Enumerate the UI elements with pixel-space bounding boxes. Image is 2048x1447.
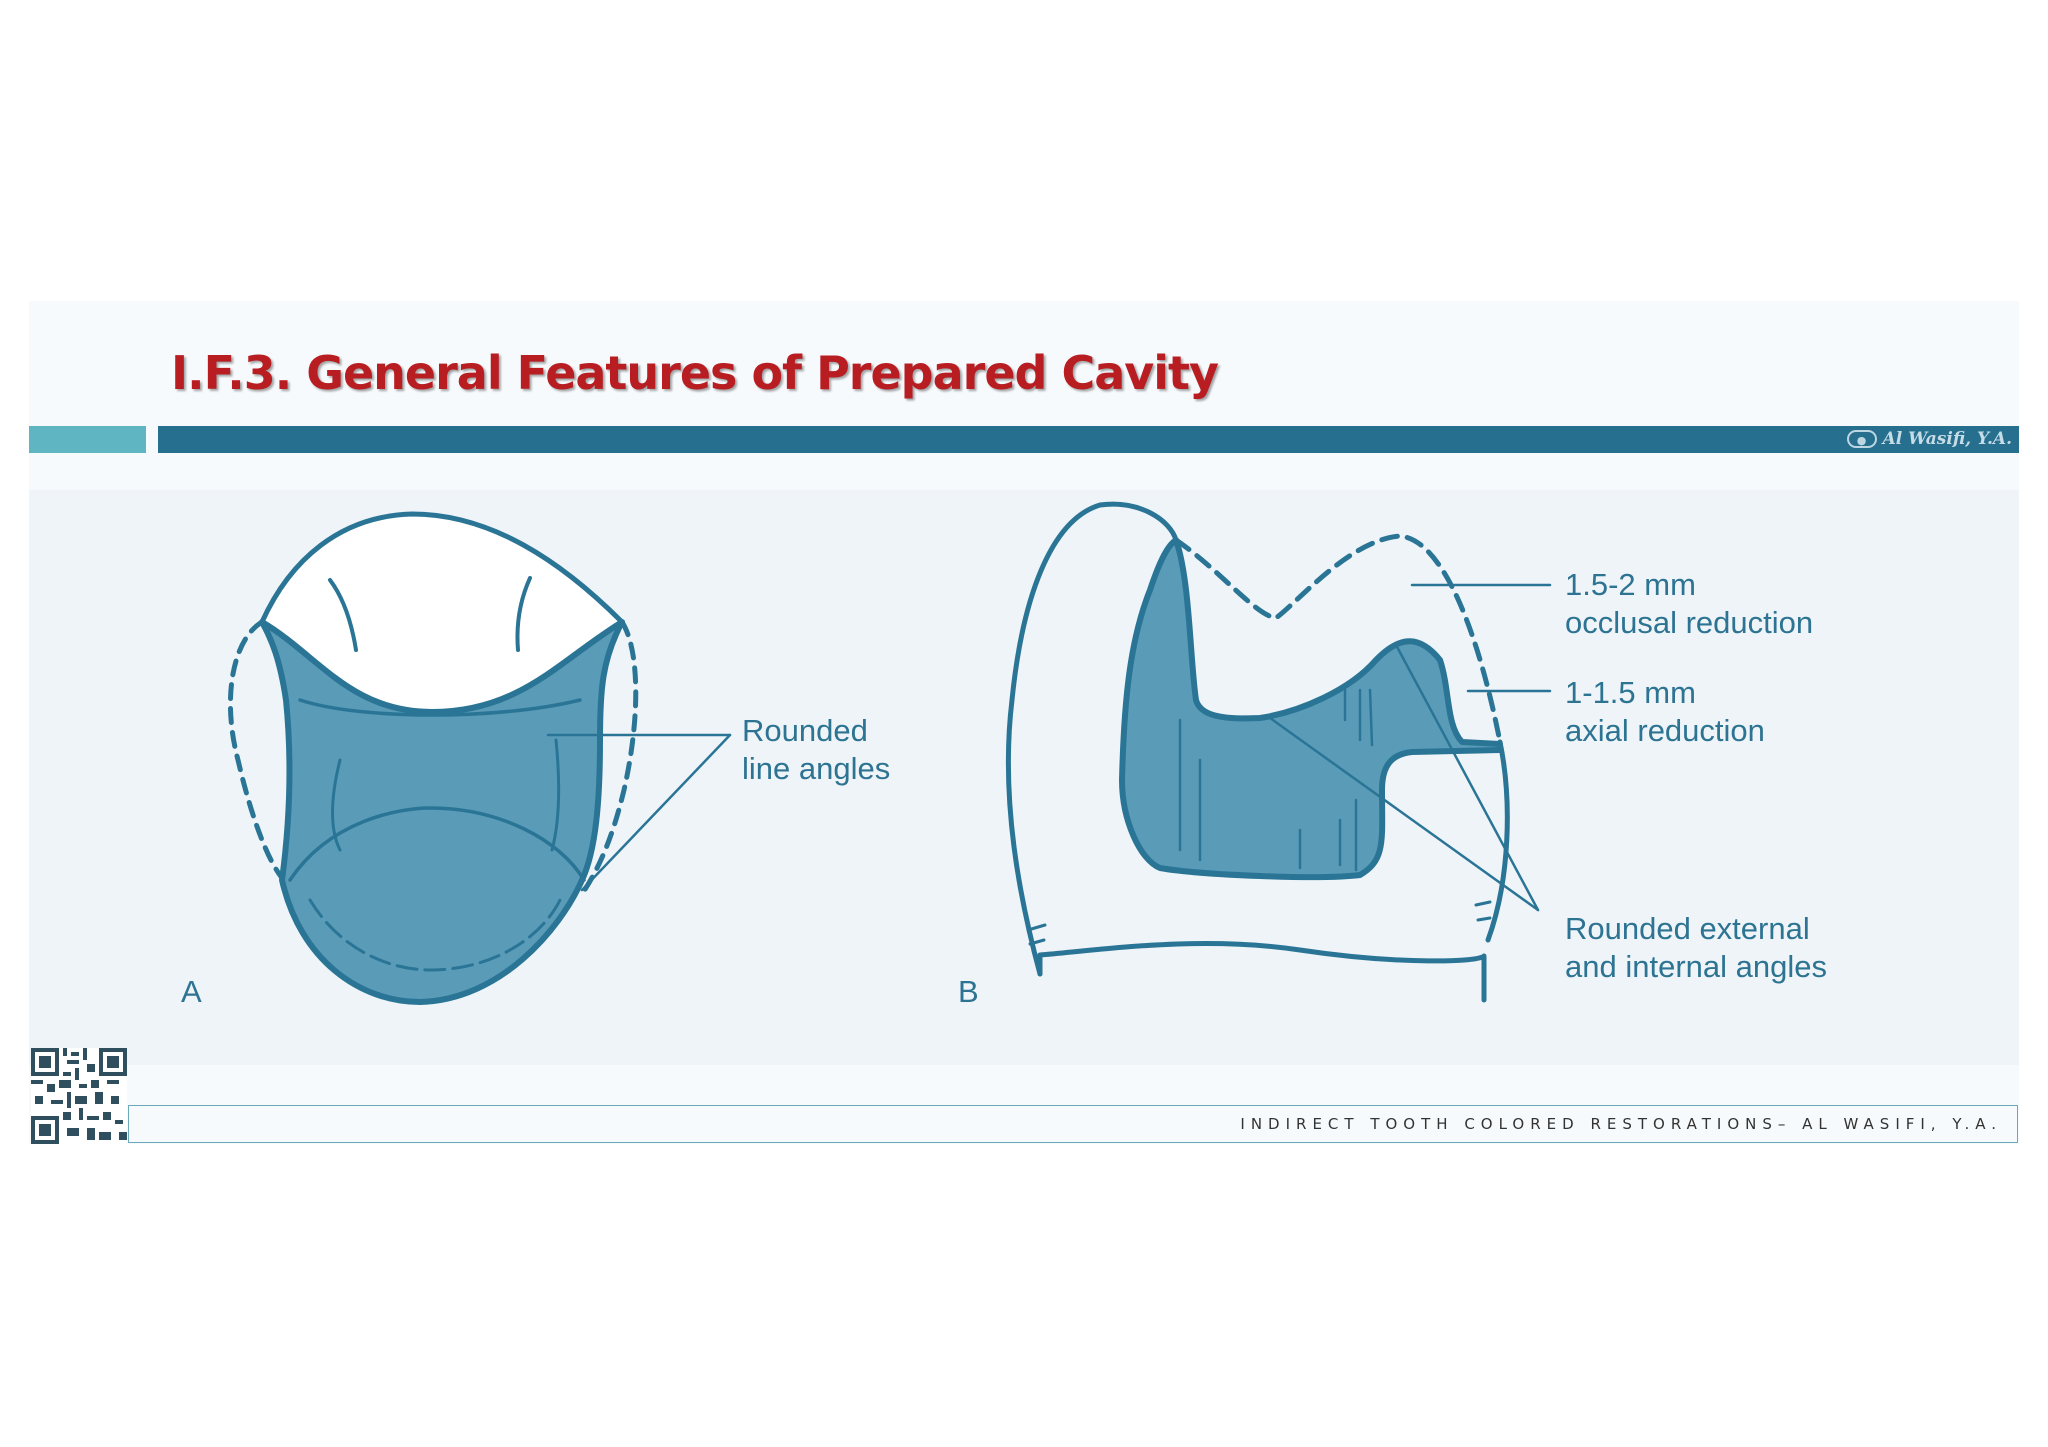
figure-b-axial-line2: axial reduction	[1565, 713, 1765, 748]
figure-a-label-line1: Rounded	[742, 713, 868, 748]
slide-title: I.F.3. General Features of Prepared Cavity	[171, 346, 1218, 400]
figure-b-drawing	[1008, 504, 1550, 1000]
figure-b-occlusal-label	[1565, 566, 1813, 642]
figure-a-label-line2: line angles	[742, 751, 891, 786]
figure-a-letter: A	[181, 974, 202, 1009]
logo-icon: ●	[1847, 430, 1877, 448]
figure-b-angles-line2: and internal angles	[1565, 949, 1827, 984]
figure-a-dashed-outline	[230, 622, 282, 878]
figure-b-letter: B	[958, 974, 979, 1009]
footer-text: INDIRECT TOOTH COLORED RESTORATIONS– AL WASIFI, Y.A.	[1240, 1115, 2002, 1133]
figure-a-drawing	[230, 514, 730, 1002]
qr-code-icon	[31, 1048, 127, 1144]
figure-b-angles-line1: Rounded external	[1565, 911, 1810, 946]
figure-b-axial-line1: 1-1.5 mm	[1565, 675, 1696, 710]
author-watermark-text: Al Wasifi, Y.A.	[1882, 429, 2012, 449]
figure-a-label	[742, 712, 890, 788]
figure-b-axial-label	[1565, 674, 1765, 750]
figure-b-angles-label	[1565, 910, 1827, 986]
figure-b-occlusal-line2: occlusal reduction	[1565, 605, 1814, 640]
figure-b-cavity	[1122, 540, 1500, 877]
figure-b-occlusal-line1: 1.5-2 mm	[1565, 567, 1696, 602]
